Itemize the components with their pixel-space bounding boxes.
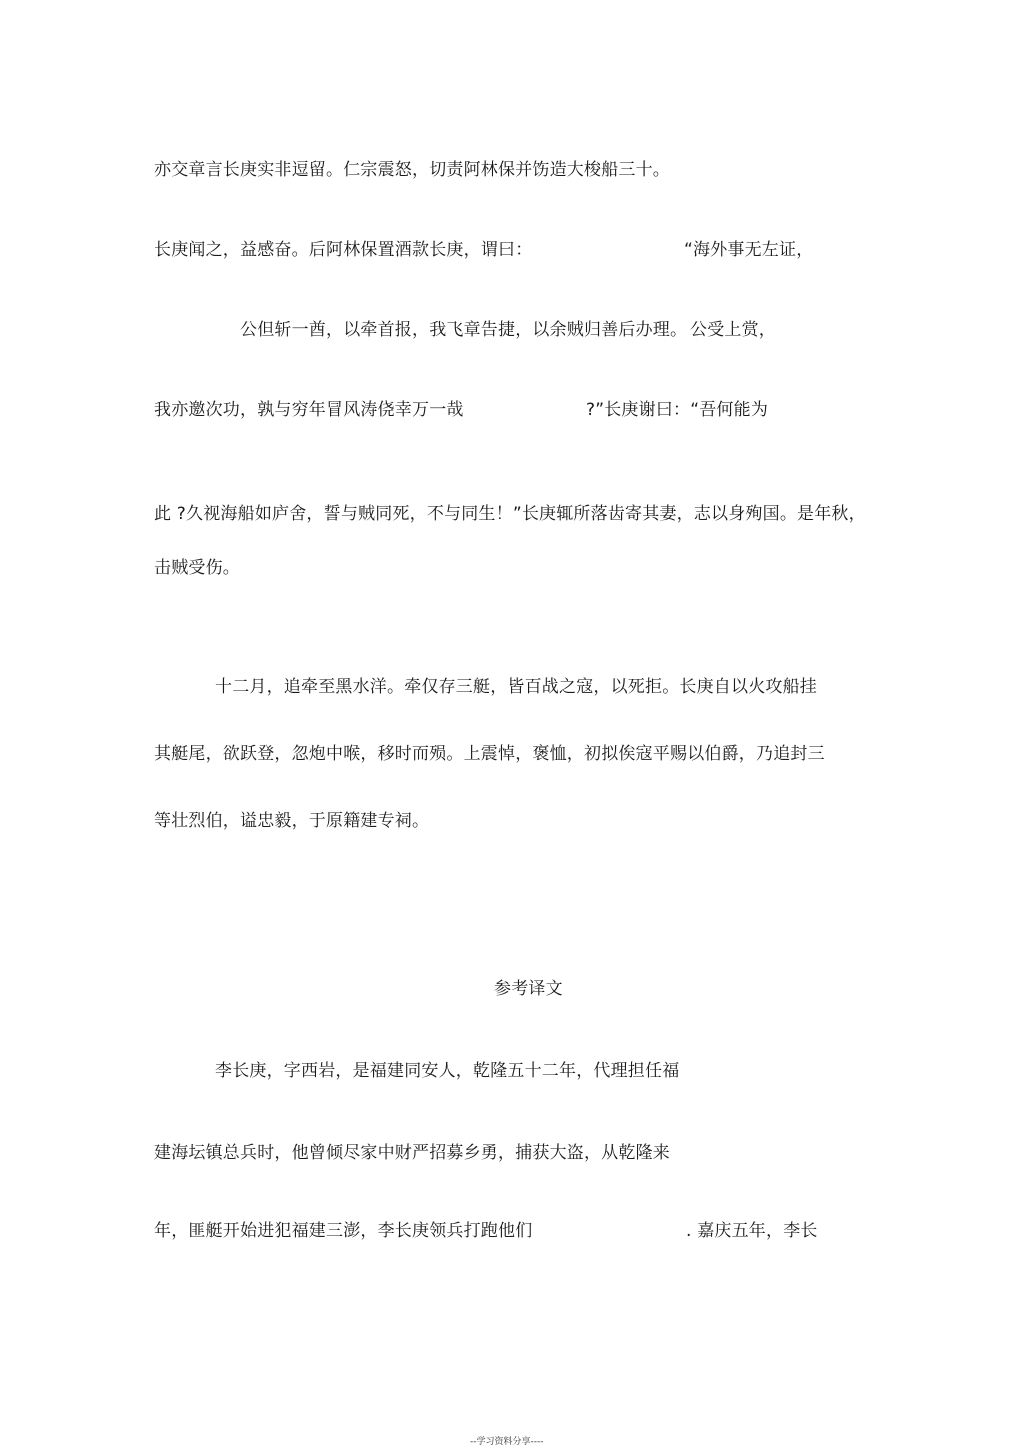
- translation-line-3b: . 嘉庆五年，李长: [686, 1221, 818, 1241]
- text-line-9: 等壮烈伯，谥忠毅，于原籍建专祠。: [154, 811, 430, 831]
- page-footer: --学习资料分享----: [470, 1437, 544, 1447]
- text-line-3b: 公受上赏，: [690, 320, 776, 340]
- text-line-2b: “海外事无左证，: [684, 240, 814, 260]
- text-line-3: 公但斩一酋，以牵首报，我飞章告捷，以余贼归善后办理。: [240, 320, 688, 340]
- translation-line-1: 李长庚，字西岩，是福建同安人，乾隆五十二年，代理担任福: [215, 1061, 680, 1081]
- text-line-8: 其艇尾，欲跃登，忽炮中喉，移时而殒。上震悼，褒恤，初拟俟寇平赐以伯爵，乃追封三: [154, 744, 825, 764]
- text-line-4b: ?”长庚谢曰：“吾何能为: [586, 400, 769, 420]
- translation-title: 参考译文: [494, 979, 563, 999]
- text-line-6: 击贼受伤。: [154, 558, 240, 578]
- translation-line-2: 建海坛镇总兵时，他曾倾尽家中财严招募乡勇，捕获大盗，从乾隆来: [154, 1143, 670, 1163]
- text-line-1: 亦交章言长庚实非逗留。仁宗震怒，切责阿林保并饬造大梭船三十。: [154, 160, 670, 180]
- text-line-2: 长庚闻之，益感奋。后阿林保置酒款长庚，谓曰：: [154, 240, 533, 260]
- text-line-4: 我亦邀次功，孰与穷年冒风涛侥幸万一哉: [154, 400, 464, 420]
- text-line-5: 此 ?久视海船如庐舍，誓与贼同死，不与同生！”长庚辄所落齿寄其妻，志以身殉国。是年秋，: [154, 504, 866, 524]
- translation-line-3: 年，匪艇开始进犯福建三澎，李长庚领兵打跑他们: [154, 1221, 533, 1241]
- text-line-7: 十二月，追牵至黑水洋。牵仅存三艇，皆百战之寇，以死拒。长庚自以火攻船挂: [215, 677, 817, 697]
